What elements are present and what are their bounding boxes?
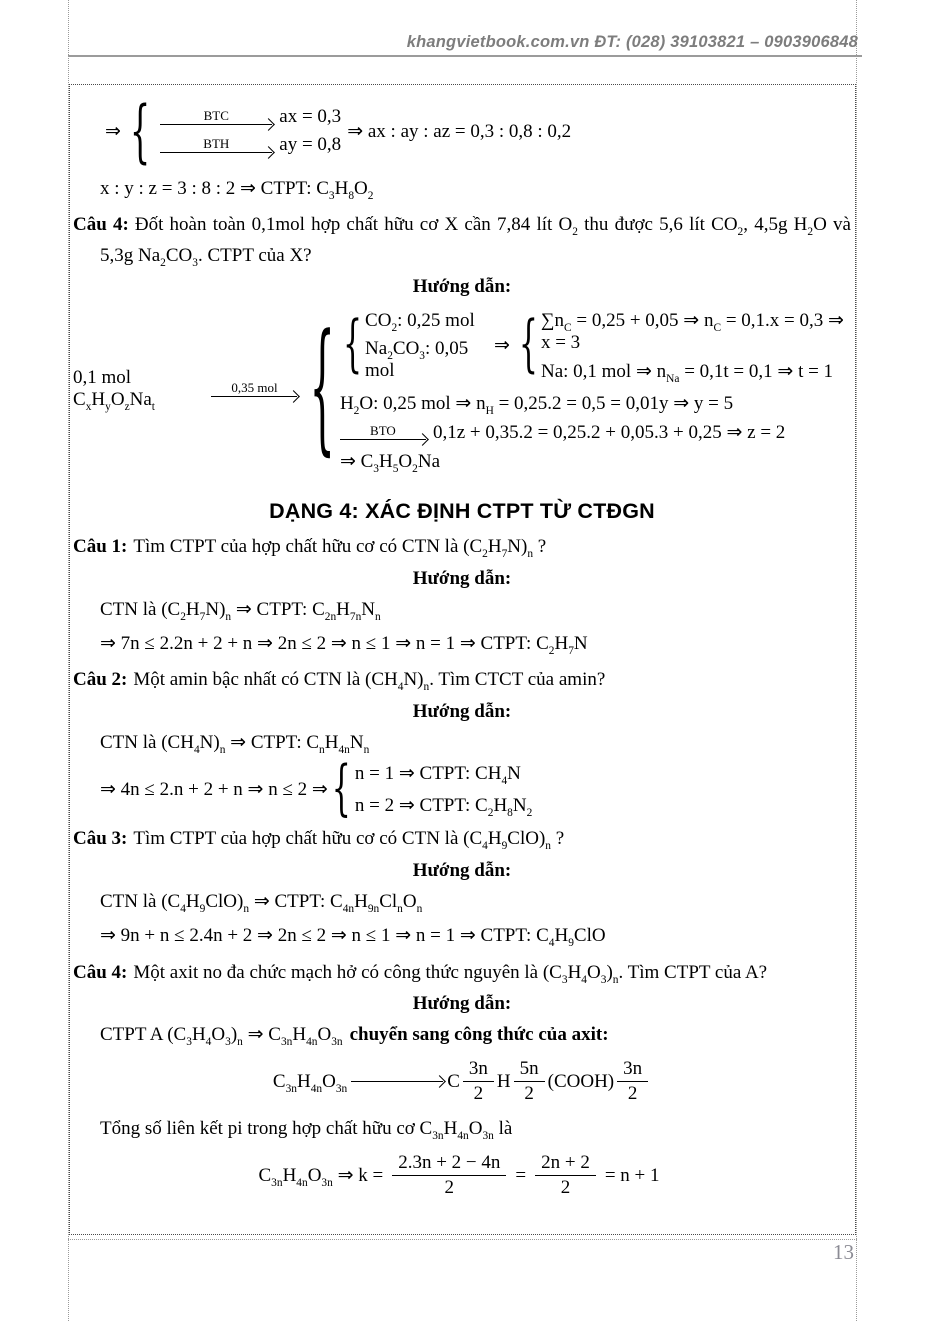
- right-arrow: [351, 1081, 443, 1082]
- left-brace: {: [518, 308, 538, 381]
- fraction: [514, 1057, 545, 1106]
- arrow-label: BTC: [203, 107, 229, 123]
- formula-line: ⇒ 9n + n ≤ 2.4n + 2 ⇒ 2n ≤ 2 ⇒ n ≤ 1 ⇒ n = 1 ⇒ CTPT: $C_4H_9ClO$: [100, 925, 606, 949]
- formula-result: ⇒ ax : ay : az = 0,3 : 0,8 : 0,2: [347, 120, 572, 142]
- fraction-denominator: 2: [627, 1083, 638, 1105]
- pair-right: [541, 306, 851, 386]
- formula-text: ax = 0,3: [279, 106, 342, 127]
- content-area: [69, 84, 856, 1235]
- formula-pi-count: [73, 1151, 851, 1200]
- formula-row: [153, 134, 341, 156]
- brace-rows: [153, 103, 341, 159]
- question-label: Câu 1:: [73, 536, 128, 558]
- formula-big-system: [73, 303, 851, 475]
- formula-ratio-system: [99, 90, 851, 172]
- labeled-arrow: [160, 137, 272, 153]
- formula-line: Tổng số liên kết pi trong hợp chất hữu cơ $C_{3n}H_{4n}O_{3n}$ là: [100, 1117, 513, 1142]
- formula-lhs: $C_{3n}H_{4n}O_{3n}$: [272, 1070, 348, 1095]
- formula-result: ⇒ $C_3H_5O_2Na$: [339, 450, 441, 475]
- fraction: [392, 1151, 506, 1200]
- arrow-label: 0,35 mol: [231, 380, 278, 396]
- labeled-arrow: [211, 381, 297, 397]
- fraction-denominator: 2: [560, 1177, 571, 1199]
- formula-text: $Na_2CO_3$: 0,05 mol: [365, 337, 469, 381]
- question-paragraph: [73, 532, 851, 562]
- formula-text: H: [496, 1070, 511, 1092]
- formula-text: n = 2 ⇒ CTPT: $C_2H_8N_2$: [354, 795, 533, 820]
- question-paragraph: [73, 665, 851, 695]
- formula-text: ⇒ 4n ≤ 2.n + 2 + n ⇒ n ≤ 2 ⇒: [100, 779, 328, 801]
- implies-symbol: ⇒: [105, 120, 121, 142]
- question-label: Câu 4:: [73, 961, 128, 983]
- fraction-denominator: 2: [524, 1083, 534, 1105]
- formula-text: (COOH): [547, 1070, 615, 1092]
- fraction-denominator: 2: [473, 1083, 484, 1105]
- pair-left: [365, 307, 488, 385]
- implies-symbol: ⇒: [493, 335, 510, 357]
- arrow-label: BTH: [203, 135, 230, 151]
- question-paragraph: [73, 210, 851, 271]
- question-label: Câu 4:: [73, 214, 129, 236]
- formula-text: n = 1 ⇒ CTPT: $CH_4N$: [354, 763, 521, 788]
- page-number: 13: [833, 1240, 854, 1264]
- case-rows: [354, 762, 533, 820]
- formula-line: CTN là $(C_4H_9ClO)_n$ ⇒ CTPT: $C_{4n}H_{9n}Cl_nO_n$: [100, 890, 423, 915]
- labeled-arrow: [160, 109, 272, 125]
- system-row-bto: [340, 421, 851, 444]
- arrow-shaft: [340, 439, 426, 440]
- system-lhs: 0,1 mol $C_xH_yO_zNa_t$: [73, 367, 155, 414]
- arrow-label: BTO: [370, 423, 396, 439]
- question-text: Một amin bậc nhất có CTN là $(CH_4N)_n$. Tìm CTCT của amin?: [133, 669, 606, 694]
- section-title: DẠNG 4: XÁC ĐỊNH CTPT TỪ CTĐGN: [269, 499, 655, 524]
- left-brace: {: [309, 307, 335, 471]
- formula-text: Na: 0,1 mol ⇒ $n_{Na} = 0,1t = 0,1$ ⇒ t = 1: [540, 360, 834, 385]
- arrow-shaft: [211, 396, 297, 397]
- solution-heading: Hướng dẫn:: [412, 567, 512, 589]
- formula-text: 0,1z + 0,35.2 = 0,25.2 + 0,05.3 + 0,25 ⇒ z = 2: [432, 421, 786, 443]
- question-label: Câu 2:: [73, 669, 128, 691]
- formula-text: $H_2O$: 0,25 mol ⇒ $n_H = 0,25.2 = 0,5 = 0,01y$ ⇒ y = 5: [339, 392, 734, 417]
- formula-text: $CO_2$: 0,25 mol: [365, 309, 475, 334]
- labeled-arrow: [340, 424, 426, 440]
- fraction-numerator: 3n: [617, 1057, 648, 1082]
- question-paragraph: [73, 958, 851, 988]
- fraction-numerator: 2n + 2: [535, 1151, 596, 1176]
- formula-text: $\sum n_C = 0,25 + 0,05$ ⇒ $n_C = 0,1.x = 0,3$ ⇒ x = 3: [540, 309, 844, 353]
- arrow-shaft: [160, 152, 272, 153]
- left-brace: {: [342, 308, 363, 381]
- fraction-numerator: 3n: [463, 1057, 494, 1082]
- equals-symbol: =: [515, 1164, 527, 1186]
- solution-heading: Hướng dẫn:: [412, 700, 512, 722]
- formula-line: CTN là $(C_2H_7N)_n$ ⇒ CTPT: $C_{2n}H_{7n}N_n$: [100, 598, 381, 623]
- margin-guide-bottom: [68, 1239, 857, 1240]
- formula-lhs: $C_{3n}H_{4n}O_{3n}$ ⇒ k =: [258, 1165, 384, 1189]
- running-header: khangvietbook.com.vn ĐT: (028) 39103821 – 0903906848: [406, 33, 858, 51]
- fraction-numerator: 2.3n + 2 − 4n: [392, 1151, 506, 1176]
- formula-line: [100, 1020, 851, 1049]
- formula-row: [153, 106, 341, 128]
- margin-guide-right: [856, 0, 857, 1321]
- solution-heading: Hướng dẫn:: [412, 992, 512, 1014]
- formula-line: ⇒ 7n ≤ 2.2n + 2 + n ⇒ 2n ≤ 2 ⇒ n ≤ 1 ⇒ n = 1 ⇒ CTPT: $C_2H_7N$: [100, 633, 588, 657]
- arrow-shaft: [160, 124, 272, 125]
- system-row-pair: [340, 306, 851, 386]
- question-label: Câu 3:: [73, 828, 128, 850]
- fraction: [463, 1057, 494, 1106]
- left-brace: {: [129, 90, 151, 172]
- question-text: Đốt hoàn toàn 0,1mol hợp chất hữu cơ X cần 7,84 lít $O_2$ thu được 5,6 lít $CO_2$, 4,5g $H_2O$ và 5,3g $Na_2CO_3$. CTPT của X?: [100, 214, 851, 269]
- fraction-denominator: 2: [444, 1177, 455, 1199]
- system-rows: [340, 306, 851, 473]
- fraction-numerator: 5n: [514, 1057, 545, 1082]
- question-paragraph: [73, 824, 851, 854]
- formula-line: x : y : z = 3 : 8 : 2 ⇒ CTPT: $C_3H_8O_2$: [100, 178, 374, 202]
- formula-cases: [100, 753, 851, 824]
- formula-note-bold: chuyển sang công thức của axit:: [349, 1023, 609, 1045]
- question-text: Tìm CTPT của hợp chất hữu cơ có CTN là $(C_2H_7N)_n$ ?: [133, 536, 547, 561]
- formula-text: ay = 0,8: [279, 134, 342, 155]
- formula-line: CTN là $(CH_4N)_n$ ⇒ CTPT: $C_nH_{4n}N_n$: [100, 731, 370, 756]
- formula-conversion: [73, 1057, 851, 1106]
- fraction: [617, 1057, 648, 1106]
- solution-heading: Hướng dẫn:: [412, 859, 512, 881]
- header-rule: [68, 55, 862, 57]
- question-text: Tìm CTPT của hợp chất hữu cơ có CTN là $(C_4H_9ClO)_n$ ?: [133, 828, 565, 853]
- formula-text: C: [447, 1070, 460, 1092]
- solution-heading: Hướng dẫn:: [412, 276, 512, 298]
- question-text: Một axit no đa chức mạch hở có công thức nguyên là $(C_3H_4O_3)_n$. Tìm CTPT của A?: [133, 961, 768, 986]
- formula-tail: = n + 1: [604, 1164, 660, 1186]
- formula-text: CTPT A $(C_3H_4O_3)_n$ ⇒ $C_{3n}H_{4n}O_{3n}$: [100, 1023, 343, 1048]
- left-brace: {: [331, 753, 351, 824]
- fraction: [535, 1151, 596, 1200]
